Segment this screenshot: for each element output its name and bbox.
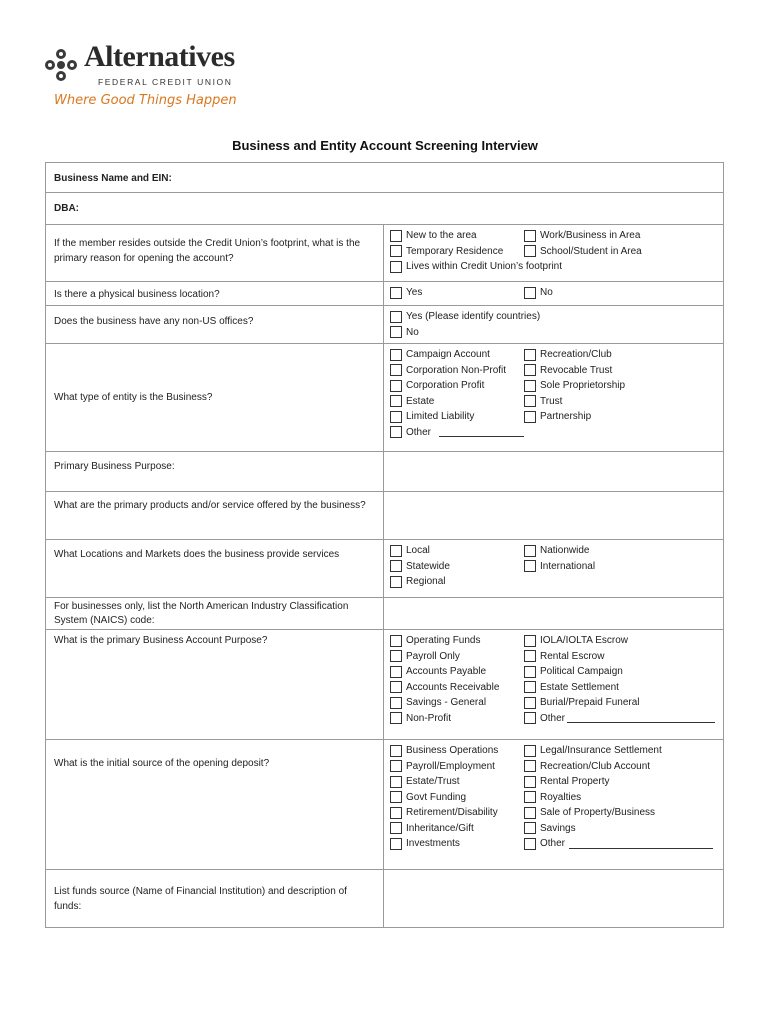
other-deposit-input-line[interactable] [569,839,713,849]
option-label: No [540,287,553,299]
checkbox[interactable] [390,807,402,819]
checkbox[interactable] [390,545,402,557]
option-label: School/Student in Area [540,245,642,257]
business-name-label: Business Name and EIN: [54,173,172,184]
purpose-option[interactable] [390,649,524,665]
option-label: Operating Funds [406,635,481,647]
entity-option[interactable] [390,378,524,394]
row-naics [46,598,724,630]
checkbox[interactable] [524,666,536,678]
account-purpose-question: What is the primary Business Account Purpose? [46,630,384,740]
other-entity-input-line[interactable] [439,427,524,437]
non-us-yes[interactable] [390,309,717,325]
entity-type-answers [384,344,724,452]
option-label: Corporation Non-Profit [406,364,507,376]
footprint-option[interactable] [390,244,524,260]
option-label: IOLA/IOLTA Escrow [540,635,628,647]
option-label: New to the area [406,230,477,242]
row-non-us [46,306,724,344]
checkbox[interactable] [524,650,536,662]
option-label: Revocable Trust [540,364,613,376]
physical-location-no[interactable] [524,285,553,301]
checkbox[interactable] [524,230,536,242]
checkbox[interactable] [524,635,536,647]
checkbox[interactable] [390,791,402,803]
option-label: Other [540,838,566,850]
naics-input[interactable] [384,598,724,630]
option-label: Recreation/Club Account [540,760,651,772]
business-name-field[interactable] [46,163,724,193]
entity-col1 [390,347,524,440]
option-label: Rental Escrow [540,650,605,662]
location-option[interactable] [390,543,524,559]
checkbox[interactable] [390,745,402,757]
option-label: No [406,326,419,338]
primary-purpose-input[interactable] [384,452,724,492]
purpose-option[interactable] [524,695,715,711]
row-account-purpose [46,630,724,740]
checkbox[interactable] [390,666,402,678]
row-footprint [46,225,724,282]
option-label: Savings [540,822,576,834]
option-label: Work/Business in Area [540,230,641,242]
checkbox[interactable] [524,364,536,376]
entity-col2 [524,347,625,440]
purpose-option-other[interactable] [524,711,715,727]
checkbox[interactable] [524,681,536,693]
other-purpose-input-line[interactable] [567,713,715,723]
checkbox[interactable] [524,545,536,557]
deposit-option[interactable] [524,774,713,790]
location-option[interactable] [524,559,595,575]
entity-option[interactable] [524,378,625,394]
entity-option[interactable] [390,363,524,379]
option-label: Rental Property [540,776,610,788]
purpose-option[interactable] [524,633,715,649]
location-option[interactable] [390,559,524,575]
entity-option[interactable] [524,347,625,363]
checkbox[interactable] [524,287,536,299]
option-label: Payroll Only [406,650,460,662]
option-label: Partnership [540,411,592,423]
option-label: Inheritance/Gift [406,822,474,834]
footprint-question: If the member resides outside the Credit Union’s footprint, what is the primary reason for opening the account? [46,225,384,282]
entity-type-question: What type of entity is the Business? [46,344,384,452]
footprint-option[interactable] [390,259,717,275]
option-label: Temporary Residence [406,245,504,257]
option-label: Local [406,545,430,557]
option-label: Investments [406,838,460,850]
option-label: Savings - General [406,697,487,709]
row-deposit-source [46,740,724,870]
checkbox[interactable] [390,635,402,647]
checkbox[interactable] [390,311,402,323]
checkbox[interactable] [390,650,402,662]
checkbox[interactable] [524,822,536,834]
option-label: Estate [406,395,435,407]
option-label: Yes [406,287,423,299]
non-us-no[interactable] [390,325,717,341]
purpose-option[interactable] [390,695,524,711]
logo-subtitle: FEDERAL CREDIT UNION [98,77,233,87]
option-label: Corporation Profit [406,380,485,392]
option-label: Retirement/Disability [406,807,498,819]
deposit-option[interactable] [390,836,524,852]
footprint-col2 [524,228,642,259]
option-label: Estate/Trust [406,776,460,788]
checkbox[interactable] [524,745,536,757]
option-label: Regional [406,576,446,588]
checkbox[interactable] [524,560,536,572]
checkbox[interactable] [390,349,402,361]
deposit-option[interactable] [524,821,713,837]
locations-answers [384,540,724,598]
logo-tagline: Where Good Things Happen [54,93,237,108]
checkbox[interactable] [390,681,402,693]
option-label: Political Campaign [540,666,623,678]
checkbox[interactable] [390,245,402,257]
screening-form-table [45,162,724,928]
checkbox[interactable] [524,807,536,819]
checkbox[interactable] [390,560,402,572]
deposit-source-answers [384,740,724,870]
option-label: Lives within Credit Union’s footprint [406,261,563,273]
purpose-option[interactable] [524,680,715,696]
checkbox[interactable] [524,712,536,724]
row-primary-purpose [46,452,724,492]
checkbox[interactable] [390,426,402,438]
row-funds-source [46,870,724,928]
purpose-option[interactable] [390,664,524,680]
option-label: Burial/Prepaid Funeral [540,697,640,709]
entity-option[interactable] [524,409,625,425]
option-label: Nationwide [540,545,590,557]
footprint-option[interactable] [524,228,642,244]
checkbox[interactable] [390,326,402,338]
footprint-option[interactable] [524,244,642,260]
row-products [46,492,724,540]
purpose-option[interactable] [390,680,524,696]
physical-location-yes[interactable] [390,285,524,301]
checkbox[interactable] [390,411,402,423]
option-label: Recreation/Club [540,349,612,361]
dba-label: DBA: [54,203,79,214]
option-label: Sole Proprietorship [540,380,626,392]
checkbox[interactable] [524,838,536,850]
option-label: Accounts Receivable [406,681,500,693]
checkbox[interactable] [390,261,402,273]
locations-question: What Locations and Markets does the business provide services [46,540,384,598]
checkbox[interactable] [524,776,536,788]
purpose-option[interactable] [390,633,524,649]
checkbox[interactable] [524,395,536,407]
account-purpose-answers [384,630,724,740]
row-physical-location [46,282,724,306]
deposit-option[interactable] [390,805,524,821]
option-label: Legal/Insurance Settlement [540,745,662,757]
checkbox[interactable] [390,838,402,850]
checkbox[interactable] [390,287,402,299]
purpose-option[interactable] [524,664,715,680]
deposit-option[interactable] [390,821,524,837]
products-question: What are the primary products and/or service offered by the business? [46,492,384,540]
deposit-option[interactable] [390,743,524,759]
checkbox[interactable] [524,697,536,709]
option-label: Estate Settlement [540,681,619,693]
checkbox[interactable] [390,776,402,788]
checkbox[interactable] [390,576,402,588]
credit-union-logo [44,40,244,114]
entity-option[interactable] [390,394,524,410]
checkbox[interactable] [524,760,536,772]
purpose-option[interactable] [524,649,715,665]
option-label: International [540,560,596,572]
option-label: Statewide [406,560,450,572]
option-label: Yes (Please identify countries) [406,311,541,323]
form-title: Business and Entity Account Screening Interview [232,138,538,153]
checkbox[interactable] [390,760,402,772]
logo-emblem-icon [44,48,78,82]
checkbox[interactable] [390,395,402,407]
funds-source-question: List funds source (Name of Financial Institution) and description of funds: [46,870,384,928]
deposit-option[interactable] [524,759,713,775]
option-label: Payroll/Employment [406,760,495,772]
checkbox[interactable] [390,712,402,724]
option-label: Business Operations [406,745,499,757]
purpose-option[interactable] [390,711,524,727]
funds-source-input[interactable] [384,870,724,928]
non-us-answers [384,306,724,344]
option-label: Accounts Payable [406,666,487,678]
checkbox[interactable] [390,364,402,376]
deposit-option[interactable] [390,790,524,806]
option-label: Govt Funding [406,791,467,803]
checkbox[interactable] [390,380,402,392]
naics-question: For businesses only, list the North American Industry Classification System (NAICS) code: [46,598,384,630]
location-option[interactable] [524,543,595,559]
option-label: Royalties [540,791,582,803]
entity-option[interactable] [390,347,524,363]
location-option[interactable] [390,574,524,590]
deposit-source-question: What is the initial source of the opening deposit? [46,740,384,870]
entity-option-other[interactable] [390,425,524,441]
option-label: Other [540,712,566,724]
row-dba [46,193,724,225]
logo-name: Alternatives [84,40,235,73]
deposit-option[interactable] [390,759,524,775]
row-locations [46,540,724,598]
checkbox[interactable] [524,245,536,257]
non-us-question: Does the business have any non-US offices? [46,306,384,344]
deposit-option[interactable] [524,743,713,759]
entity-option[interactable] [524,363,625,379]
row-entity-type [46,344,724,452]
checkbox[interactable] [524,349,536,361]
checkbox[interactable] [390,822,402,834]
primary-purpose-question: Primary Business Purpose: [46,452,384,492]
checkbox[interactable] [390,230,402,242]
entity-option[interactable] [524,394,625,410]
option-label: Trust [540,395,563,407]
products-input[interactable] [384,492,724,540]
footprint-option[interactable] [390,228,524,244]
checkbox[interactable] [524,411,536,423]
option-label: Other [406,426,432,438]
deposit-option-other[interactable] [524,836,713,852]
row-business-name [46,163,724,193]
option-label: Campaign Account [406,349,490,361]
deposit-option[interactable] [390,774,524,790]
deposit-option[interactable] [524,790,713,806]
deposit-option[interactable] [524,805,713,821]
option-label: Sale of Property/Business [540,807,656,819]
checkbox[interactable] [524,791,536,803]
physical-location-answers [384,282,724,306]
dba-field[interactable] [46,193,724,225]
footprint-col1 [390,228,524,259]
entity-option[interactable] [390,409,524,425]
checkbox[interactable] [524,380,536,392]
checkbox[interactable] [390,697,402,709]
footprint-answers [384,225,724,282]
option-label: Limited Liability [406,411,475,423]
physical-location-question: Is there a physical business location? [46,282,384,306]
option-label: Non-Profit [406,712,452,724]
